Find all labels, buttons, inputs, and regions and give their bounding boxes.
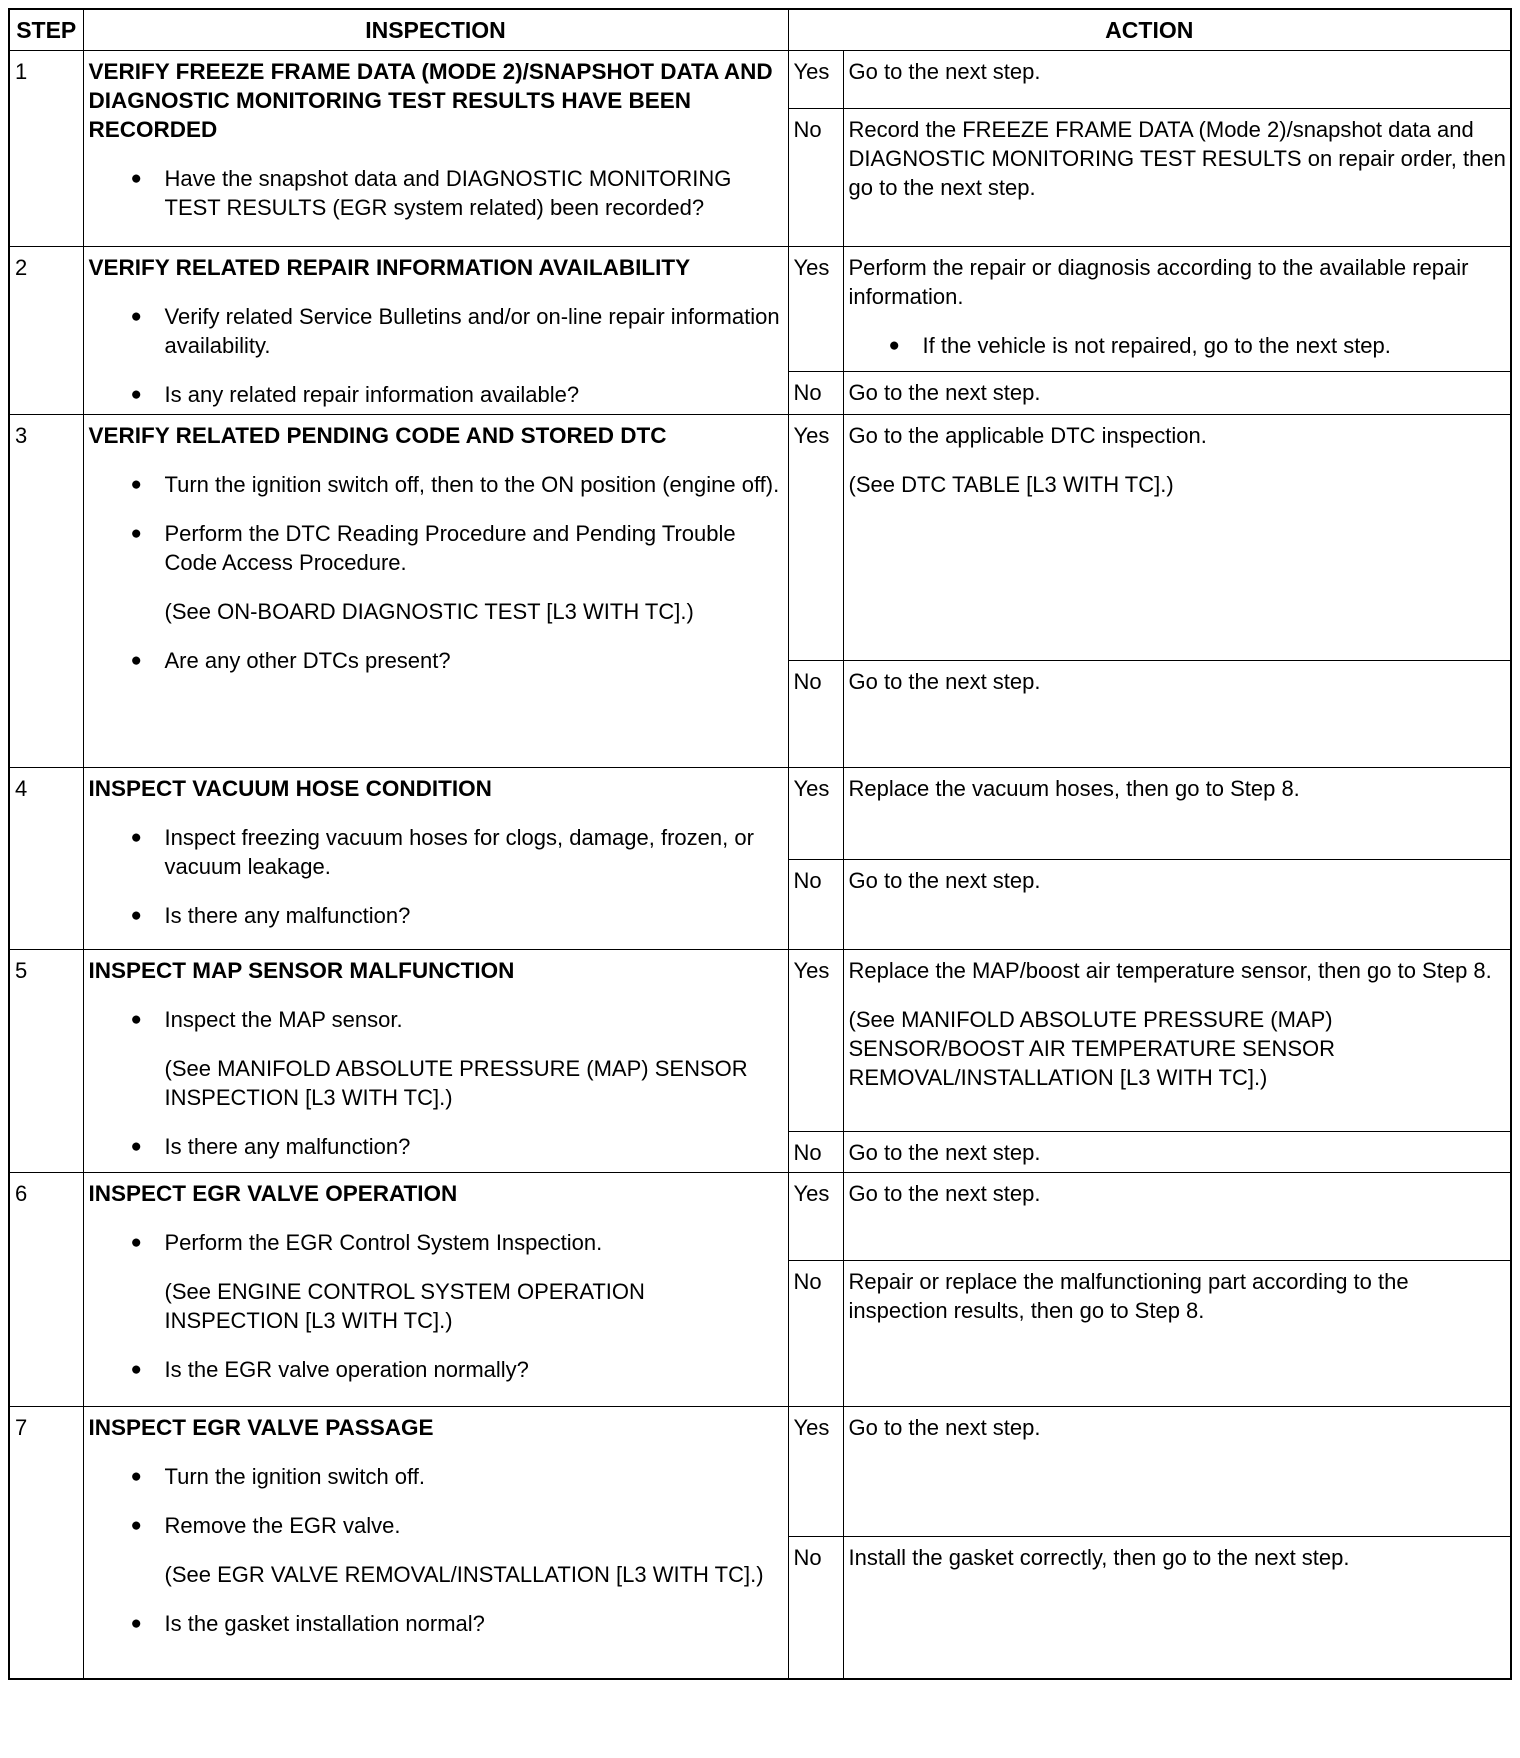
header-inspection: INSPECTION [83,9,788,51]
inspection-cell [83,768,788,950]
action-bullet: ● If the vehicle is not repaired, go to the next step. [849,331,1507,360]
inspection-bullet: ● Is the gasket installation normal? [89,1609,784,1638]
action-reference: (See MANIFOLD ABSOLUTE PRESSURE (MAP) SENSOR/BOOST AIR TEMPERATURE SENSOR REMOVAL/INSTALLATION [L3 WITH TC].) [848,1007,1336,1090]
step-number: 1 [9,51,83,247]
reference-text: (See ON-BOARD DIAGNOSTIC TEST [L3 WITH TC].) [164,599,694,624]
yes-action-cell [843,247,1511,372]
no-action: Install the gasket correctly, then go to the next step. [843,1537,1511,1680]
step-row-2 [9,247,1511,372]
inspection-bullet: ● Have the snapshot data and DIAGNOSTIC MONITORING TEST RESULTS (EGR system related) been recorded? [89,164,784,222]
yes-label: Yes [788,1173,843,1261]
step-number: 5 [9,950,83,1173]
no-action: Repair or replace the malfunctioning part according to the inspection results, then go to Step 8. [843,1261,1511,1407]
inspection-bullet: ● Turn the ignition switch off, then to the ON position (engine off). [89,470,784,499]
step-title: INSPECT EGR VALVE PASSAGE [88,1415,434,1440]
inspection-bullet: ● Inspect freezing vacuum hoses for clogs, damage, frozen, or vacuum leakage. [89,823,784,881]
inspection-bullet: ● Is the EGR valve operation normally? [89,1355,784,1384]
inspection-bullet: ● Turn the ignition switch off. [89,1462,784,1491]
no-action: Go to the next step. [843,661,1511,768]
no-label: No [788,860,843,950]
yes-label: Yes [788,1407,843,1537]
inspection-bullet: ● Perform the DTC Reading Procedure and Pending Trouble Code Access Procedure. [89,519,784,577]
step-number: 6 [9,1173,83,1407]
no-action: Record the FREEZE FRAME DATA (Mode 2)/snapshot data and DIAGNOSTIC MONITORING TEST RESULTS on repair order, then go to the next step. [843,109,1511,247]
no-label: No [788,372,843,415]
no-action: Go to the next step. [843,372,1511,415]
yes-action: Perform the repair or diagnosis according to the available repair information. [848,255,1469,309]
yes-action: Go to the next step. [843,51,1511,109]
inspection-bullet: ● Perform the EGR Control System Inspection. [89,1228,784,1257]
no-action: Go to the next step. [843,1132,1511,1173]
no-label: No [788,661,843,768]
no-label: No [788,109,843,247]
step-row-4 [9,768,1511,860]
step-title: INSPECT EGR VALVE OPERATION [88,1181,458,1206]
inspection-cell [83,950,788,1173]
step-title: INSPECT VACUUM HOSE CONDITION [88,776,492,801]
action-reference: (See DTC TABLE [L3 WITH TC].) [848,472,1174,497]
yes-label: Yes [788,950,843,1132]
inspection-bullet: ● Inspect the MAP sensor. [89,1005,784,1034]
no-label: No [788,1261,843,1407]
step-row-1 [9,51,1511,109]
yes-action: Go to the next step. [843,1407,1511,1537]
yes-action: Go to the next step. [843,1173,1511,1261]
inspection-bullet: ● Verify related Service Bulletins and/or on-line repair information availability. [89,302,784,360]
yes-action: Replace the MAP/boost air temperature sensor, then go to Step 8. [848,958,1492,983]
step-row-7 [9,1407,1511,1537]
step-title: VERIFY FREEZE FRAME DATA (MODE 2)/SNAPSHOT DATA AND DIAGNOSTIC MONITORING TEST RESULTS HAVE BEEN RECORDED [88,59,773,142]
inspection-bullet: ● Is there any malfunction? [89,1132,784,1161]
step-number: 7 [9,1407,83,1680]
inspection-bullet: ● Are any other DTCs present? [89,646,784,675]
inspection-cell [83,1407,788,1680]
yes-action-cell [843,415,1511,661]
step-title: VERIFY RELATED REPAIR INFORMATION AVAILABILITY [88,255,691,280]
header-row [9,9,1511,51]
yes-action-cell [843,950,1511,1132]
diagnostic-table [8,8,1512,1680]
step-row-5 [9,950,1511,1132]
step-number: 2 [9,247,83,415]
header-action: ACTION [788,9,1511,51]
yes-label: Yes [788,51,843,109]
inspection-bullet: ● Is there any malfunction? [89,901,784,930]
yes-action: Replace the vacuum hoses, then go to Step 8. [843,768,1511,860]
inspection-cell [83,415,788,768]
inspection-cell [83,51,788,247]
inspection-cell [83,1173,788,1407]
reference-text: (See MANIFOLD ABSOLUTE PRESSURE (MAP) SENSOR INSPECTION [L3 WITH TC].) [164,1056,748,1110]
header-step: STEP [9,9,83,51]
reference-text: (See EGR VALVE REMOVAL/INSTALLATION [L3 WITH TC].) [164,1562,764,1587]
inspection-bullet: ● Is any related repair information available? [89,380,784,409]
yes-label: Yes [788,415,843,661]
no-label: No [788,1537,843,1680]
step-title: VERIFY RELATED PENDING CODE AND STORED DTC [88,423,667,448]
yes-action: Go to the applicable DTC inspection. [848,423,1207,448]
inspection-cell [83,247,788,415]
step-title: INSPECT MAP SENSOR MALFUNCTION [88,958,515,983]
inspection-bullet: ● Remove the EGR valve. [89,1511,784,1540]
step-row-6 [9,1173,1511,1261]
step-row-3 [9,415,1511,661]
step-number: 4 [9,768,83,950]
yes-label: Yes [788,768,843,860]
yes-label: Yes [788,247,843,372]
no-label: No [788,1132,843,1173]
reference-text: (See ENGINE CONTROL SYSTEM OPERATION INSPECTION [L3 WITH TC].) [164,1279,645,1333]
no-action: Go to the next step. [843,860,1511,950]
step-number: 3 [9,415,83,768]
